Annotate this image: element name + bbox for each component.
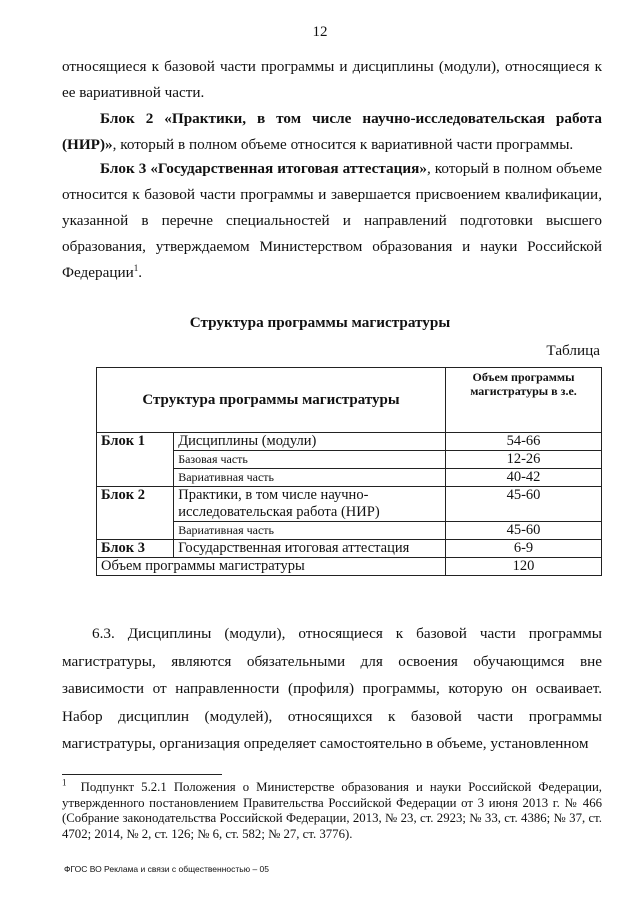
- footnote-text: Подпункт 5.2.1 Положения о Министерстве образования и науки Российской Федерации, утвержденного постановлением Правительства Российской Федерации от 3 июня 2013 г. № 466 (Собрание законодательства Российской Федерации, 2013, № 23, ст. 2923; № 33, ст. 4386; № 37, ст. 4702; 2014, № 2, ст. 126; № 6, ст. 582; № 27, ст. 3776).: [62, 780, 603, 841]
- paragraph-6-3: 6.3. Дисциплины (модули), относящиеся к базовой части программы магистратуры, являются обязательными для освоения обучающимся вне зависимости от направленности (профиля) программы, которую он осваивает. Набор дисциплин (модулей), относящихся к базовой части программы магистратуры, организация определяет самостоятельно в объеме, установленном: [62, 625, 602, 752]
- block-1-variative-name: Вариативная часть: [174, 469, 446, 487]
- block-1-volume: 54-66: [446, 433, 602, 451]
- page-footer: ФГОС ВО Реклама и связи с общественностью – 05: [64, 864, 269, 874]
- block-1-base-name: Базовая часть: [174, 451, 446, 469]
- page-number: 12: [312, 24, 328, 40]
- block-2-label: Блок 2: [97, 487, 174, 540]
- block-3-name: Государственная итоговая аттестация: [174, 540, 446, 558]
- block-1-base-volume: 12-26: [446, 451, 602, 469]
- structure-table: [96, 367, 602, 576]
- table-label: Таблица: [546, 342, 600, 359]
- block-2-name: Практики, в том числе научно-исследовательская работа (НИР): [174, 487, 446, 522]
- total-name: Объем программы магистратуры: [97, 558, 446, 576]
- block-2-variative-name: Вариативная часть: [174, 522, 446, 540]
- block-2-variative-volume: 45-60: [446, 522, 602, 540]
- table-total-row: [97, 558, 602, 576]
- total-volume: 120: [446, 558, 602, 576]
- block-3-end: .: [138, 264, 143, 281]
- block-1-variative-volume: 40-42: [446, 469, 602, 487]
- paragraph-1: относящиеся к базовой части программы и дисциплины (модули), относящиеся к ее вариативной части.: [62, 58, 602, 101]
- header-volume: Объем программы магистратуры в з.е.: [446, 368, 602, 433]
- section-title: Структура программы магистратуры: [189, 314, 451, 331]
- block-1-label: Блок 1: [97, 433, 174, 487]
- block-2-title: Блок 2 «Практики, в том числе научно-исследовательская работа (НИР)»: [62, 110, 602, 153]
- block-3-text: , который в полном объеме относится к базовой части программы и завершается присвоением квалификации, указанной в перечне специальностей и направлений подготовки высшего образования, утверждаемом Министерством образования и науки Российской Федерации: [62, 160, 602, 281]
- block-2-volume: 45-60: [446, 487, 602, 522]
- block-3-label: Блок 3: [97, 540, 174, 558]
- table-row: [97, 540, 602, 558]
- paragraph-block-3: [62, 156, 602, 286]
- table-header-row: [97, 368, 602, 433]
- footnote-mark: 1: [62, 777, 67, 788]
- table-row: [97, 433, 602, 451]
- block-3-volume: 6-9: [446, 540, 602, 558]
- footnote-reference[interactable]: 1: [133, 262, 139, 273]
- block-1-name: Дисциплины (модули): [174, 433, 446, 451]
- block-2-text: , который в полном объеме относится к вариативной части программы.: [112, 136, 574, 153]
- table-row: [97, 487, 602, 522]
- block-3-title: Блок 3 «Государственная итоговая аттестация»: [100, 160, 427, 177]
- footnote: [62, 777, 603, 842]
- footnote-divider: [62, 774, 222, 775]
- paragraph-block-2: [62, 106, 602, 158]
- header-structure: Структура программы магистратуры: [97, 368, 446, 433]
